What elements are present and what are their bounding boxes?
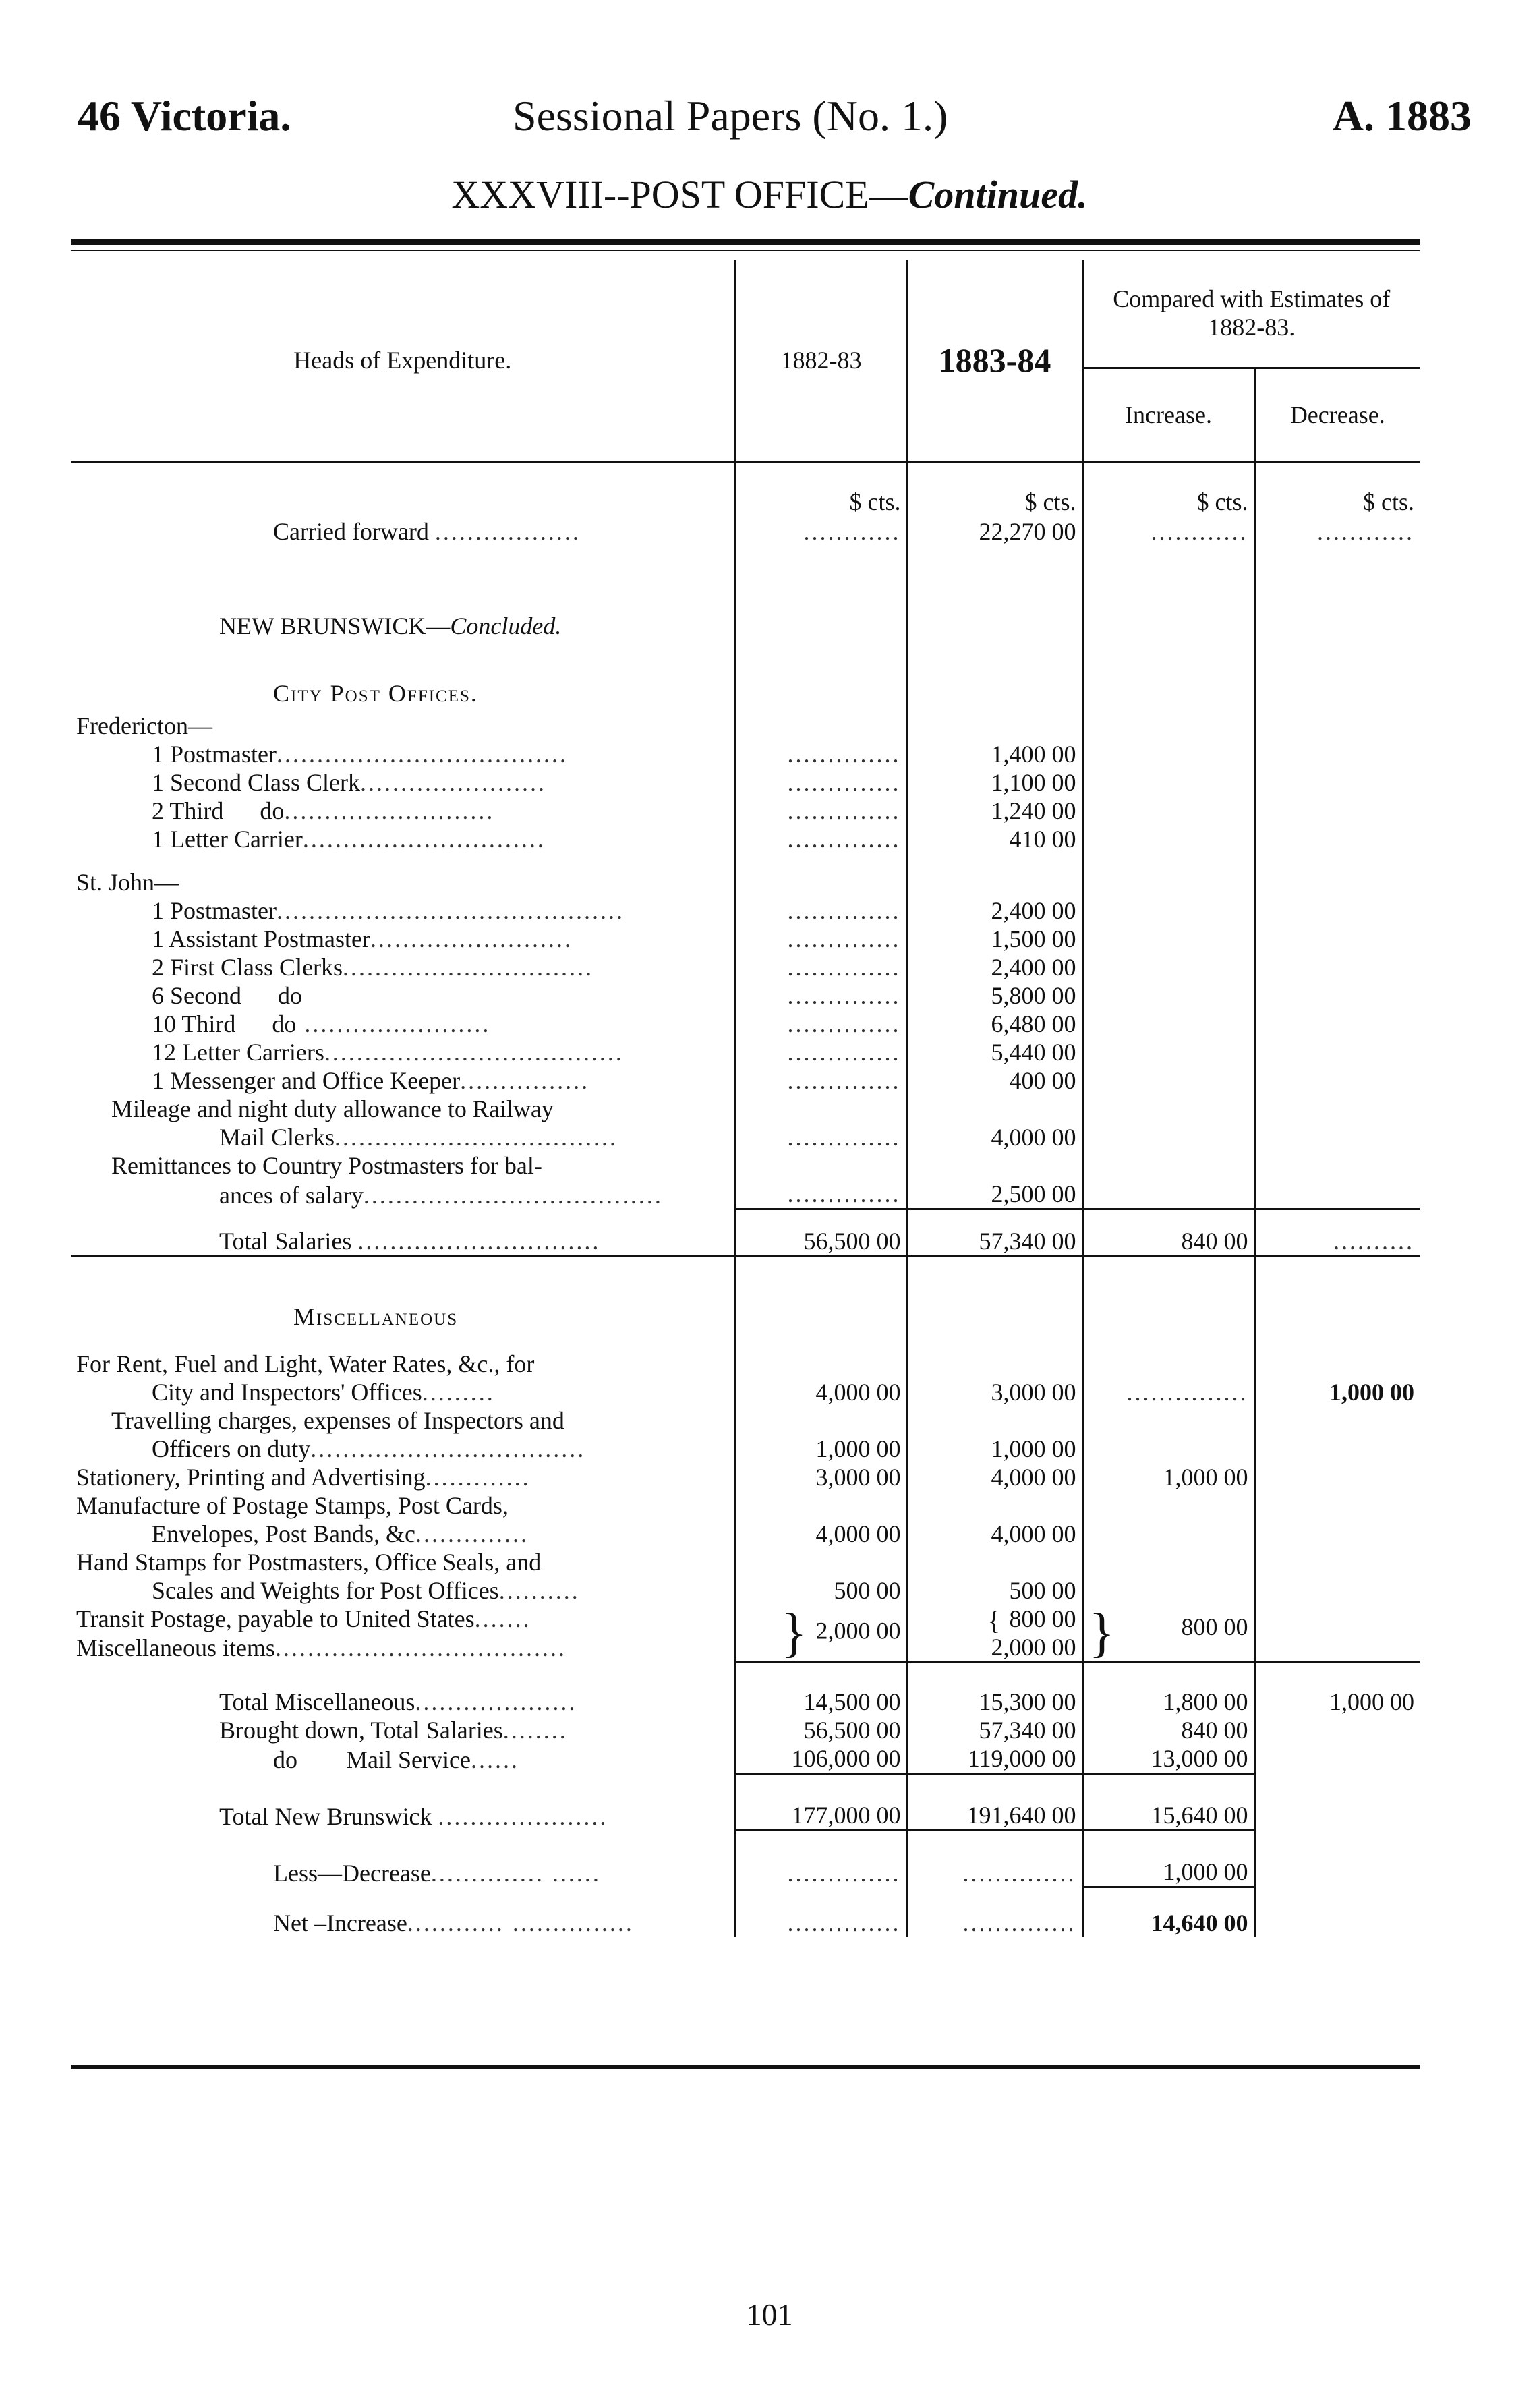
travelling-y2: 1,000 00 [907,1435,1082,1463]
brace-icon: } [781,1604,807,1662]
col-compared [1082,260,1420,368]
city-post-offices-heading: City Post Offices. [273,680,478,707]
top-rule-thick [71,239,1420,245]
travelling-line1: Travelling charges, expenses of Inspectors and [111,1406,564,1434]
total-salaries-y1: 56,500 00 [735,1209,907,1257]
brought-salaries-label: Brought down, Total Salaries........ [219,1717,568,1744]
manufacture-y1: 4,000 00 [735,1520,907,1548]
transit-misc-y1: } 2,000 00 [735,1605,907,1663]
line-item-y2: 6,480 00 [907,1010,1082,1038]
header-year: A. 1883 [1332,92,1472,140]
carried-forward-y2: 22,270 00 [907,516,1082,546]
section-title-main: XXXVIII--POST OFFICE— [451,173,908,217]
province-heading: NEW BRUNSWICK—Concluded. [219,612,562,639]
total-misc-label: Total Miscellaneous.................... [219,1688,577,1715]
total-misc-y1: 14,500 00 [735,1662,907,1716]
total-salaries-y2: 57,340 00 [907,1209,1082,1257]
st-john-heading: St. John— [76,869,179,896]
stationery-label: Stationery, Printing and Advertising............. [76,1463,531,1491]
manufacture-y2: 4,000 00 [907,1520,1082,1548]
rent-line1: For Rent, Fuel and Light, Water Rates, &c., for [76,1350,535,1377]
section-title-continued: Continued. [908,173,1088,217]
rent-line2: City and Inspectors' Offices......... [152,1378,495,1406]
manufacture-line2: Envelopes, Post Bands, &c.............. [152,1520,529,1547]
line-item-y2: 400 00 [907,1066,1082,1095]
line-item-y2: 5,440 00 [907,1038,1082,1066]
rent-y2: 3,000 00 [907,1378,1082,1406]
hand-stamps-y2: 500 00 [907,1576,1082,1605]
rent-decrease: 1,000 00 [1254,1378,1420,1406]
transit-misc-increase: } 800 00 [1082,1605,1254,1663]
less-decrease-value: 1,000 00 [1082,1831,1254,1887]
brought-mail-y1: 106,000 00 [735,1744,907,1774]
line-item: 2 First Class Clerks............................... [152,954,594,981]
unit-y2: $ cts. [907,462,1082,516]
page-number: 101 [746,2297,793,2332]
hand-stamps-line2: Scales and Weights for Post Offices.......... [152,1576,580,1604]
stationery-y2: 4,000 00 [907,1463,1082,1491]
expenditure-table: Heads of Expenditure. 1882-83 1883-84 Compared with Estimates of 1882-83. Increase. Decrease. $ cts. $ cts. $ cts. $ cts. Carried forward .................. ............ 22,270 00 ............ ............ NEW BRUNSWICK—Concluded. City Post Offices. Fredericton— 1 Postmaster.................................... .............. 1,400 00 1 Second Class Clerk....................... .............. 1,100 00 2 Third do.......................... .............. 1,240 00 1 Letter Carrier.............................. .............. 410 00 St. John— 1 Postmaster........................................... .............. 2,400 00 1 Assistant Postmaster......................... .............. 1,500 00 2 First Class Clerks............................... .............. 2,400 00 6 Second do .............. 5,800 00 10 Third do ....................... .............. 6,480 00 12 Letter Carriers..................................... .............. 5,440 00 1 Messenger and Office Keeper................ .............. 400 00 Mileage and night duty allowance to Railway Mail Clerks................................... .............. 4,000 00 Remittances to Country Postmasters for bal- ances of salary..................................... .............. 2,500 00 Total Salaries .............................. 56,500 00 57,340 00 840 00 .......... Miscellaneous For Rent, Fuel and Light, Water Rates, &c., for City and Inspectors' Offices......... 4,000 00 3,000 00 ............... 1,000 00 Travelling charges, expenses of Inspectors and Officers on duty.................................. 1,000 00 1,000 00 Stationery, Printing and Advertising............. 3,000 00 4,000 00 1,000 00 Manufacture of Postage Stamps, Post Cards, Envelopes, Post Bands, &c.............. 4,000 00 4,000 00 Hand Stamps for Postmasters, Office Seals, and Scales and Weights for Post Offices.......... 500 00 500 00 Transit Postage, payable to United States....... } 2,000 00 { 800 00 } 800 00 Miscellaneous items.................................... 2,000 00 Total Miscellaneous.................... 14,500 00 15,300 00 1,800 00 1,000 00 Brought down, Total Salaries........ 56,500 00 57,340 00 840 00 do Mail Service...... 106,000 00 119,000 00 13,000 00 Total New Brunswick ..................... 177,000 00 191,640 00 15,640 00 Less—Decrease.............. ...... .............. .............. 1,000 00 Net –Increase............ ............... .............. .............. 14,640 00 [71,260,1420,1937]
line-item: 1 Second Class Clerk....................... [152,769,546,796]
col-decrease: Decrease. [1254,368,1420,462]
misc-items-y2: 2,000 00 [907,1633,1082,1663]
unit-decrease: $ cts. [1254,462,1420,516]
remittances-line1: Remittances to Country Postmasters for bal- [111,1152,542,1179]
line-item-y2: 2,400 00 [907,953,1082,981]
carried-forward-label: Carried forward .................. [273,518,581,545]
line-item: 10 Third do ....................... [152,1010,491,1037]
less-decrease-label: Less—Decrease.............. ...... [273,1859,601,1887]
brought-salaries-y1: 56,500 00 [735,1716,907,1744]
unit-increase: $ cts. [1082,462,1254,516]
manufacture-line1: Manufacture of Postage Stamps, Post Cards, [76,1491,509,1519]
brought-salaries-increase: 840 00 [1082,1716,1254,1744]
total-nb-y2: 191,640 00 [907,1774,1082,1831]
line-item: 1 Postmaster........................................... [152,897,625,924]
line-item: 1 Assistant Postmaster......................... [152,925,573,952]
unit-row-label [71,462,735,516]
col-1882-83: 1882-83 [735,260,907,462]
mileage-line1: Mileage and night duty allowance to Railway [111,1095,554,1122]
hand-stamps-y1: 500 00 [735,1576,907,1605]
total-salaries-label: Total Salaries .............................. [71,1209,735,1257]
bottom-rule [71,2065,1420,2069]
transit-label: Transit Postage, payable to United States....... [76,1605,531,1632]
line-item-y2: 410 00 [907,825,1082,853]
line-item-y2: 2,400 00 [907,896,1082,925]
net-increase-label: Net –Increase............ ............... [273,1909,634,1937]
line-item-y2: 1,240 00 [907,797,1082,825]
unit-y1: $ cts. [735,462,907,516]
miscellaneous-heading: Miscellaneous [293,1302,459,1330]
transit-y2: { 800 00 [907,1605,1082,1633]
col-1883-84: 1883-84 [907,260,1082,462]
top-rule-thin [71,250,1420,251]
total-nb-increase: 15,640 00 [1082,1774,1254,1831]
header-session: 46 Victoria. [78,92,291,140]
col-compared-label: Compared with Estimates of 1882-83. [1113,285,1391,341]
remittances-line2: ances of salary..................................... [219,1181,663,1209]
col-increase: Increase. [1082,368,1254,462]
total-salaries-increase: 840 00 [1082,1209,1254,1257]
line-item: 12 Letter Carriers..................................... [152,1039,624,1066]
brace-icon: { [987,1605,1001,1633]
total-misc-decrease: 1,000 00 [1254,1662,1420,1716]
misc-items-label: Miscellaneous items.................................... [76,1634,567,1661]
line-item-y2: 1,400 00 [907,740,1082,768]
hand-stamps-line1: Hand Stamps for Postmasters, Office Seals, and [76,1548,542,1576]
stationery-increase: 1,000 00 [1082,1463,1254,1491]
line-item: 1 Postmaster.................................... [152,741,568,768]
line-item: 6 Second do [152,982,302,1009]
brought-mail-increase: 13,000 00 [1082,1744,1254,1774]
header-title: Sessional Papers (No. 1.) [513,92,948,140]
mileage-y2: 4,000 00 [907,1123,1082,1151]
stationery-y1: 3,000 00 [735,1463,907,1491]
total-nb-y1: 177,000 00 [735,1774,907,1831]
fredericton-heading: Fredericton— [76,712,212,739]
line-item-y2: 5,800 00 [907,981,1082,1010]
brought-mail-y2: 119,000 00 [907,1744,1082,1774]
col-heads: Heads of Expenditure. [71,260,735,462]
line-item-y2: 1,100 00 [907,768,1082,797]
net-increase-value: 14,640 00 [1082,1887,1254,1937]
brought-mail-label: do Mail Service...... [273,1746,519,1773]
total-misc-increase: 1,800 00 [1082,1662,1254,1716]
section-title [0,172,1539,217]
total-nb-label: Total New Brunswick ..................... [219,1802,608,1830]
remittances-y2: 2,500 00 [907,1180,1082,1209]
line-item-y2: 1,500 00 [907,925,1082,953]
rent-y1: 4,000 00 [735,1378,907,1406]
travelling-y1: 1,000 00 [735,1435,907,1463]
brace-icon: } [1088,1604,1115,1662]
brought-salaries-y2: 57,340 00 [907,1716,1082,1744]
mileage-line2: Mail Clerks................................... [219,1124,618,1151]
line-item: 2 Third do.......................... [152,797,495,824]
travelling-line2: Officers on duty.................................. [152,1435,586,1462]
line-item: 1 Letter Carrier.............................. [152,826,546,853]
line-item: 1 Messenger and Office Keeper................ [152,1067,590,1094]
total-misc-y2: 15,300 00 [907,1662,1082,1716]
